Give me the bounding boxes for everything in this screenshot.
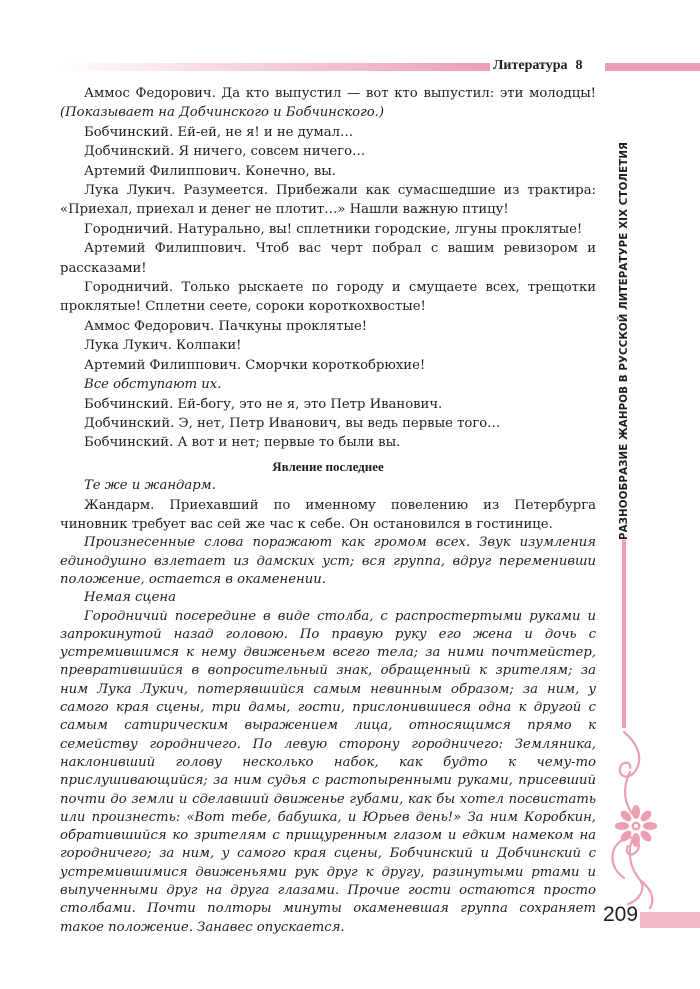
- dialogue-line: Аммос Федорович. Пачкуны проклятые!: [84, 318, 368, 334]
- side-section-title: РАЗНООБРАЗИЕ ЖАНРОВ В РУССКОЙ ЛИТЕРАТУРЕ XIX СТОЛЕТИЯ: [618, 141, 630, 541]
- stage-direction: (Показывает на Добчинского и Бобчинского.): [60, 105, 385, 121]
- dialogue-line: Лука Лукич. Разумеется. Прибежали как сумасшедшие из трактира: «Приехал, приехал и денег не плотит…» Нашли важную птицу!: [60, 183, 596, 218]
- silent-scene-title: Немая сцена: [84, 590, 176, 606]
- header-grade-number: 8: [575, 58, 583, 73]
- stage-direction: Те же и жандарм.: [84, 478, 216, 494]
- dialogue-line: [60, 84, 596, 123]
- dialogue-line: Артемий Филиппович. Чтоб вас черт побрал с вашим ревизором и рассказами!: [60, 241, 596, 276]
- running-header: [493, 56, 583, 76]
- stage-direction: Произнесенные слова поражают как громом всех. Звук изумления единодушно взлетает из дамских уст; вся группа, вдруг переменивши положение, остается в окаменении.: [60, 535, 596, 587]
- dialogue-line: Добчинский. Э, нет, Петр Иванович, вы ведь первые того…: [84, 415, 501, 431]
- dialogue-line: Добчинский. Я ничего, совсем ничего…: [84, 144, 366, 160]
- dialogue-text: Аммос Федорович. Да кто выпустил — вот кто выпустил: эти молодцы!: [84, 86, 596, 101]
- floral-ornament-icon: [600, 728, 660, 918]
- header-rule-left: [58, 63, 490, 71]
- dialogue-line: Артемий Филиппович. Сморчки короткобрюхие!: [84, 357, 426, 373]
- dialogue-line: Артемий Филиппович. Конечно, вы.: [84, 163, 336, 179]
- header-title: Литература: [493, 58, 568, 73]
- dialogue-line: Жандарм. Приехавший по именному повелению из Петербурга чиновник требует вас сей же час к себе. Он остановился в гостинице.: [60, 497, 596, 532]
- dialogue-line: Бобчинский. Ей-ей, не я! и не думал…: [84, 124, 354, 140]
- dialogue-line: Лука Лукич. Колпаки!: [84, 338, 242, 354]
- dialogue-line: Бобчинский. А вот и нет; первые то были вы.: [84, 435, 401, 451]
- page-number: 209: [603, 903, 639, 926]
- side-title-container: [613, 141, 635, 541]
- silent-scene-description: Городничий посередине в виде столба, с распростертыми руками и запрокинутой назад головою. По правую руку его жена и дочь с устремившимся к нему движеньем всего тела; за ними почтмейстер, превратившийся в вопросительный знак, обращенный к зрителям; за ним Лука Лукич, потерявшийся самым невинным образом; за ним, у самого края сцены, три дамы, гости, прислонившиеся одна к другой с самым сатирическим выражением лица, относящимся прямо к семейству городничего. По левую сторону городничего: Земляника, наклонивший голову несколько набок, как будто к чему-то прислушивающийся; за ним судья с растопыренными руками, присевший почти до земли и сделавший движенье губами, как бы хотел посвистать или произнесть: «Вот тебе, бабушка, и Юрьев день!» За ним Коробкин, обратившийся ко зрителям с прищуренным глазом и едким намеком на городничего; за ним, у самого края сцены, Бобчинский и Добчинский с устремившимися движеньями рук друг к другу, разинутыми ртами и выпученными друг на друга глазами. Прочие гости остаются просто столбами. Почти полторы минуты окаменевшая группа сохраняет такое положение. Занавес опускается.: [60, 608, 596, 935]
- scene-heading: Явление последнее: [272, 458, 384, 474]
- stage-direction: Все обступают их.: [84, 377, 222, 393]
- side-rule: [622, 540, 626, 728]
- dialogue-line: Городничий. Натурально, вы! сплетники городские, лгуны проклятые!: [84, 221, 583, 237]
- dialogue-line: Бобчинский. Ей-богу, это не я, это Петр Иванович.: [84, 396, 443, 412]
- page-body: [60, 84, 596, 937]
- header-rule-right: [605, 63, 700, 71]
- page-number-band: [640, 912, 700, 928]
- dialogue-line: Городничий. Только рыскаете по городу и смущаете всех, трещотки проклятые! Сплетни сеете, сороки короткохвостые!: [60, 280, 596, 315]
